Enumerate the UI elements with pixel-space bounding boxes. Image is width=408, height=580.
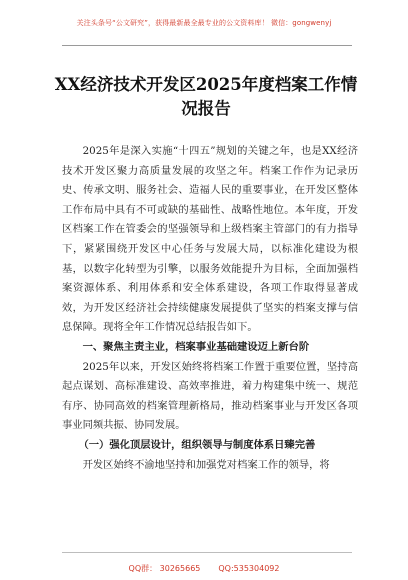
subsection-1-paragraph: 开发区始终不渝地坚持和加强党对档案工作的领导，将	[82, 458, 330, 471]
intro-paragraph: 2025年是深入实施“十四五”规划的关键之年，也是XX经济技术开发区聚力高质量发展的攻坚之年。档案工作作为记录历史、传承文明、服务社会、造福人民的重要事业，在开发区整体工作布局中具有不可或缺的基础性、战略性地位。本年度，开发区档案工作在管委会的坚强领导和上级档案主管部门的有力指导下，紧紧围绕开发区中心任务与发展大局，以标准化建设为根基，以数字化转型为引擎，以服务效能提升为目标，全面加强档案资源体系、利用体系和安全体系建设，各项工作取得显著成效，为开发区经济社会持续健康发展提供了坚实的档案支撑与信息保障。现将全年工作情况总结报告如下。	[62, 145, 358, 334]
document-body	[62, 142, 358, 475]
header-banner	[0, 0, 408, 46]
header-banner-text: 关注头条号“公文研究”，获得最新最全最专业的公文资料库！ 微信：gongwenyj	[76, 19, 332, 27]
subsection-heading-1: （一）强化顶层设计，组织领导与制度体系日臻完善	[78, 438, 316, 451]
footer-contacts	[0, 556, 408, 580]
section-heading-1: 一、聚焦主责主业，档案事业基础建设迈上新台阶	[82, 340, 310, 353]
footer-divider	[62, 552, 352, 553]
footer-qq: QQ:535304092	[218, 563, 280, 573]
footer-qq-group: QQ群： 30265665	[128, 563, 201, 573]
document-title: XX经济技术开发区2025年度档案工作情况报告	[54, 75, 358, 118]
section-1-paragraph: 2025年以来，开发区始终将档案工作置于重要位置，坚持高起点谋划、高标准建设、高效率推进，着力构建集中统一、规范有序、协同高效的档案管理新格局，推动档案事业与开发区各项事业同频共振、协同发展。	[62, 360, 358, 432]
header-divider	[62, 45, 352, 46]
